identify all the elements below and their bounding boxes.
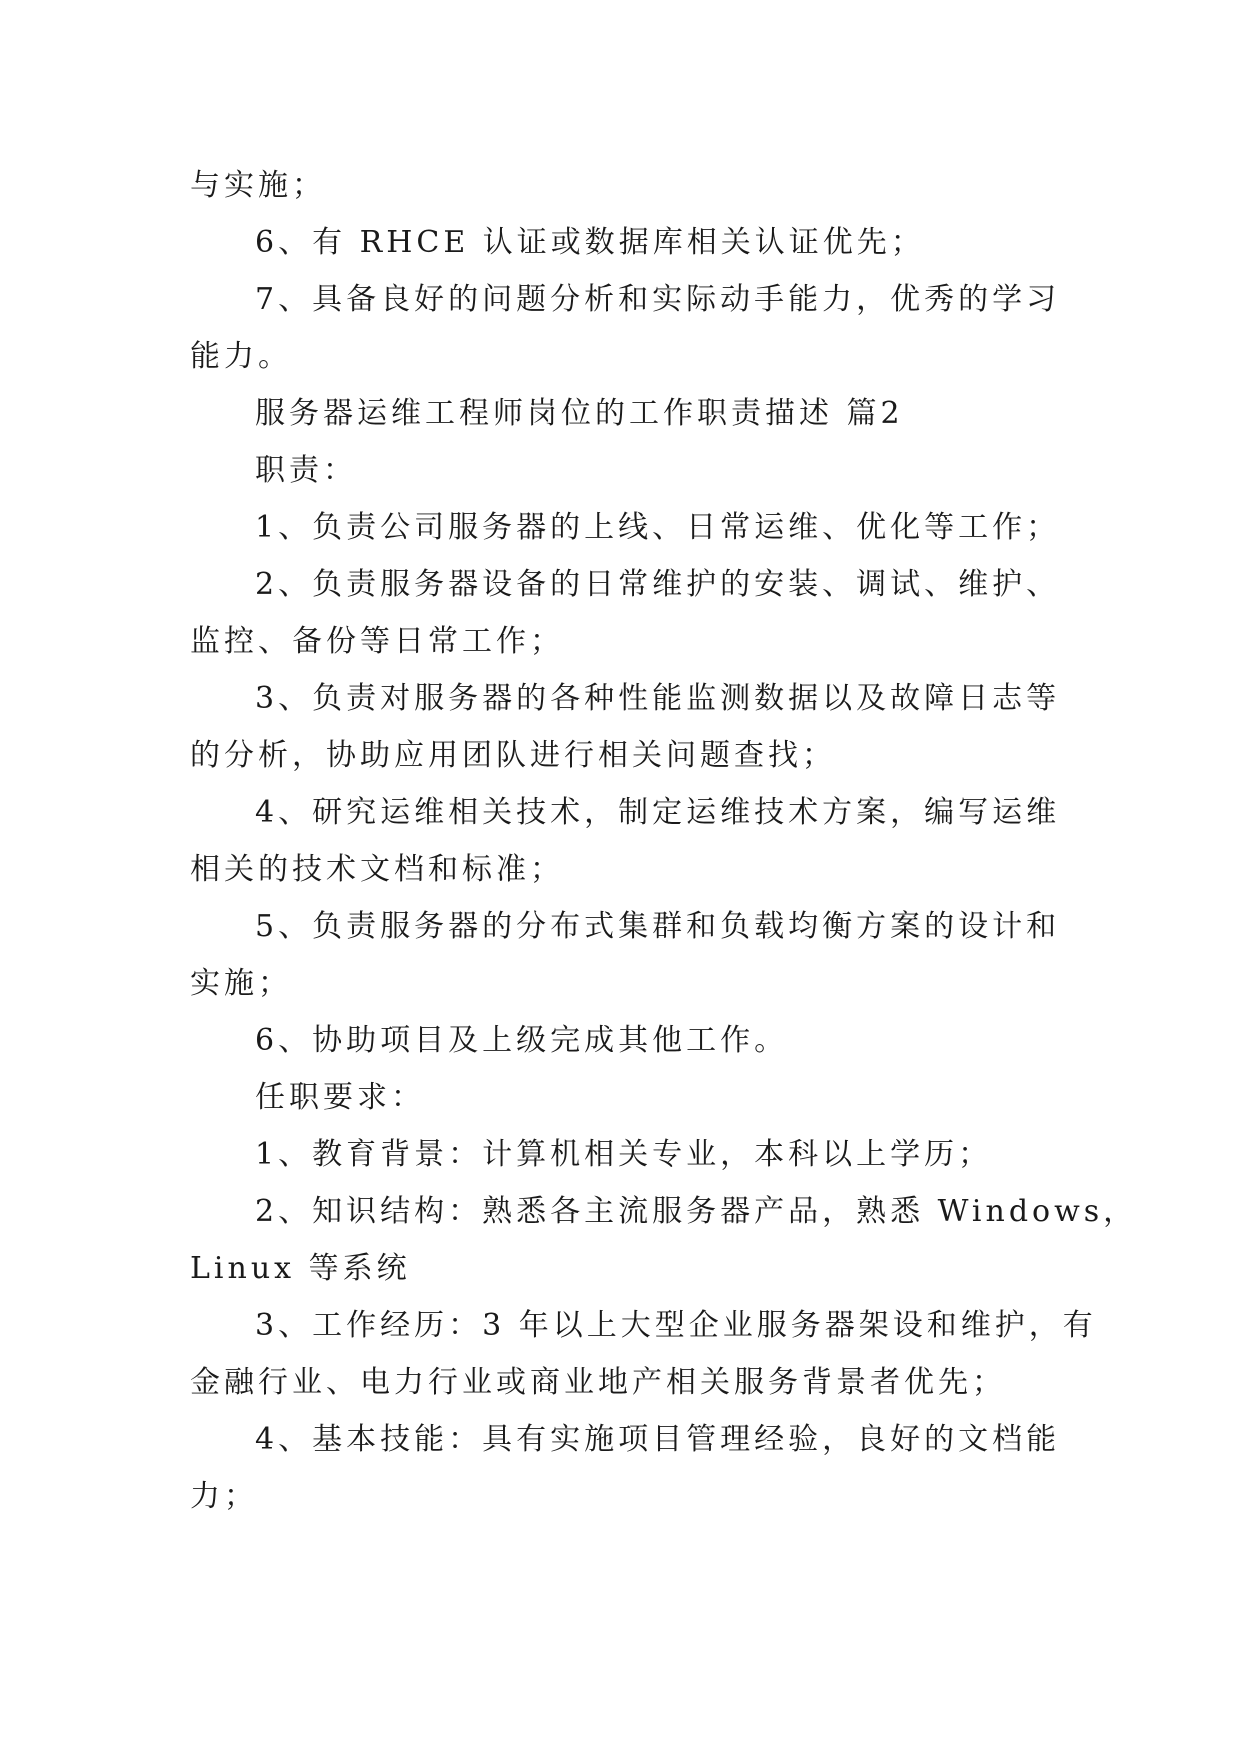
list-item: 7、具备良好的问题分析和实际动手能力，优秀的学习 (255, 282, 1061, 317)
text-line: Linux 等系统 (190, 1251, 411, 1286)
text-line: 的分析，协助应用团队进行相关问题查找； (190, 738, 836, 773)
text-line: 力； (190, 1479, 258, 1514)
list-item: 4、研究运维相关技术，制定运维技术方案，编写运维 (255, 795, 1061, 830)
list-item: 6、协助项目及上级完成其他工作。 (255, 1023, 789, 1058)
text-line: 相关的技术文档和标准； (190, 852, 564, 887)
list-item: 3、工作经历：3 年以上大型企业服务器架设和维护，有 (255, 1308, 1097, 1343)
subheading-duties: 职责： (255, 453, 357, 488)
list-item: 6、有 RHCE 认证或数据库相关认证优先； (255, 225, 925, 260)
section-heading: 服务器运维工程师岗位的工作职责描述 篇2 (255, 396, 904, 431)
subheading-requirements: 任职要求： (255, 1080, 425, 1115)
text-line: 能力。 (190, 339, 292, 374)
list-item: 1、负责公司服务器的上线、日常运维、优化等工作； (255, 510, 1061, 545)
text-line: 监控、备份等日常工作； (190, 624, 564, 659)
list-item: 4、基本技能：具有实施项目管理经验，良好的文档能 (255, 1422, 1061, 1457)
list-item: 5、负责服务器的分布式集群和负载均衡方案的设计和 (255, 909, 1061, 944)
text-line: 实施； (190, 966, 292, 1001)
list-item: 2、负责服务器设备的日常维护的安装、调试、维护、 (255, 567, 1061, 602)
text-line: 与实施； (190, 168, 326, 203)
list-item: 3、负责对服务器的各种性能监测数据以及故障日志等 (255, 681, 1061, 716)
list-item: 1、教育背景：计算机相关专业，本科以上学历； (255, 1137, 993, 1172)
text-line: 金融行业、电力行业或商业地产相关服务背景者优先； (190, 1365, 1006, 1400)
list-item: 2、知识结构：熟悉各主流服务器产品，熟悉 Windows， (255, 1194, 1138, 1229)
